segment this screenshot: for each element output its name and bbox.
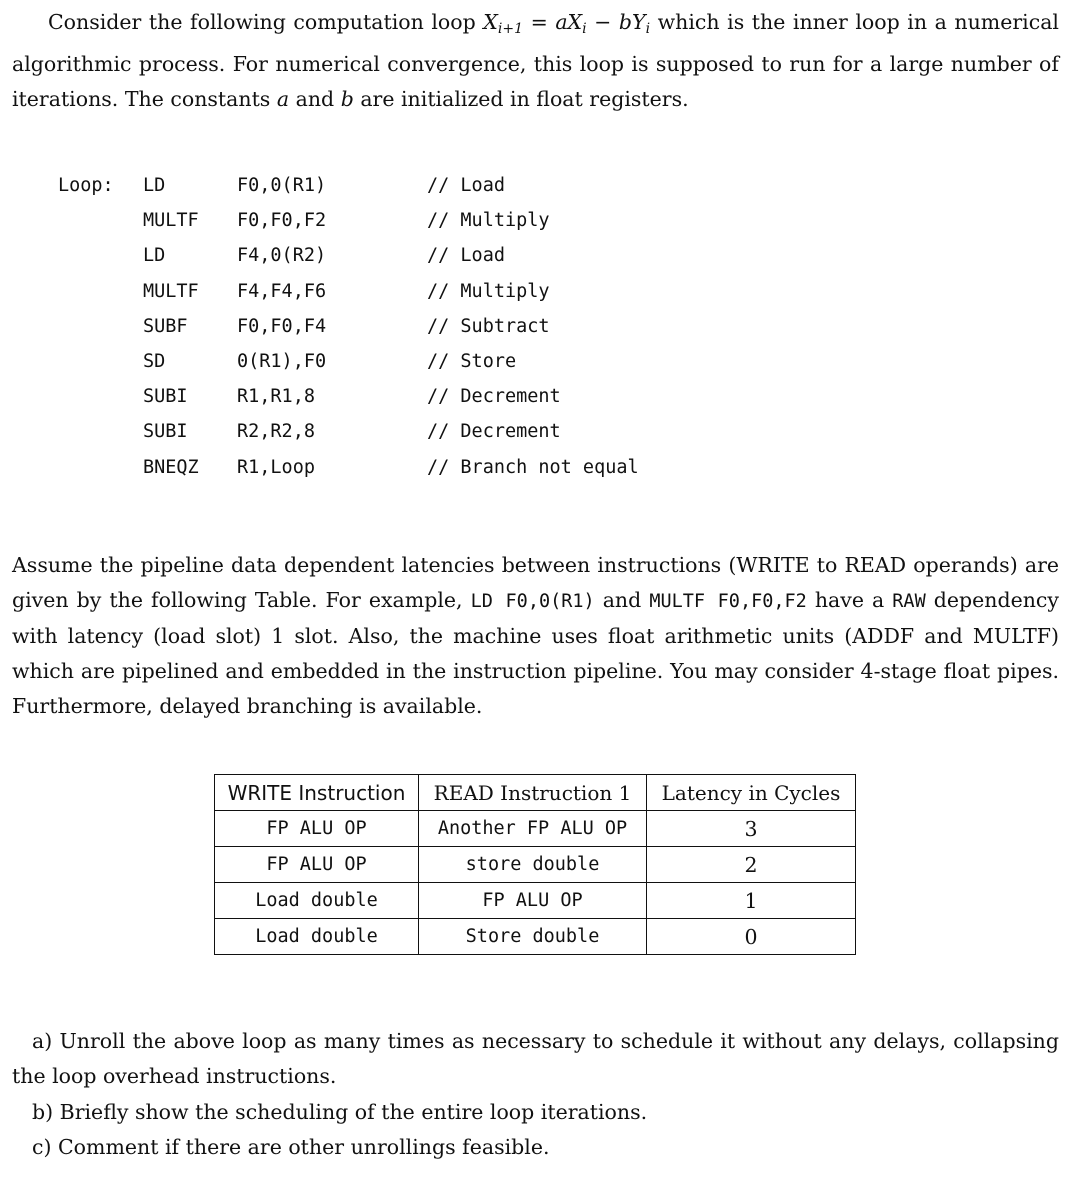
- eq-term-b: $bY_i$: [618, 10, 651, 37]
- table-cell-latency: 1: [647, 883, 856, 919]
- table-cell-write: FP ALU OP: [215, 811, 419, 847]
- code-inline-raw: RAW: [892, 591, 926, 612]
- question-b: b) Briefly show the scheduling of the entire loop iterations.: [32, 1100, 648, 1124]
- code-op: MULTF: [143, 210, 199, 232]
- code-comment: // Load: [427, 245, 505, 267]
- header-write: WRITE Instruction: [215, 775, 419, 811]
- code-args: F0,F0,F4: [237, 315, 327, 337]
- code-comment: // Branch not equal: [427, 456, 639, 478]
- header-latency: Latency in Cycles: [647, 775, 856, 811]
- code-inline-ld: LD F0,0(R1): [470, 591, 595, 612]
- code-comment: // Subtract: [427, 315, 550, 337]
- intro-text-2: which is the inner loop in a numerical algorithmic process. For numerical convergence, this loop is supposed to run for a large number of iterations. The constants: [12, 10, 1059, 111]
- latency-table: [214, 774, 856, 955]
- code-op: SUBF: [143, 315, 188, 337]
- table-cell-latency: 2: [647, 847, 856, 883]
- code-op: SUBI: [143, 421, 188, 443]
- table-cell-write: Load double: [215, 919, 419, 955]
- code-args: F0,F0,F2: [237, 210, 327, 232]
- table-cell-read: Another FP ALU OP: [419, 811, 647, 847]
- loop-label: Loop:: [58, 175, 114, 196]
- code-args: F0,0(R1): [237, 175, 327, 196]
- code-args: 0(R1),F0: [237, 350, 327, 372]
- table-row: [215, 919, 856, 955]
- intro-text: Consider the following computation loop: [48, 10, 484, 34]
- table-cell-latency: 3: [647, 811, 856, 847]
- table-cell-read: store double: [419, 847, 647, 883]
- assumption-text-2: and: [594, 588, 650, 612]
- table-cell-read: Store double: [419, 919, 647, 955]
- assumption-text-3: have a: [806, 588, 893, 612]
- table-cell-write: FP ALU OP: [215, 847, 419, 883]
- table-cell-read: FP ALU OP: [419, 883, 647, 919]
- intro-text-3: and: [289, 87, 341, 111]
- table-cell-write: Load double: [215, 883, 419, 919]
- code-op: LD: [143, 175, 166, 196]
- code-op: SD: [143, 350, 166, 372]
- table-row: [215, 883, 856, 919]
- intro-text-4: are initialized in float registers.: [353, 87, 689, 111]
- code-comment: // Store: [427, 350, 517, 372]
- table-row: [215, 811, 856, 847]
- const-a: a: [276, 87, 290, 111]
- code-args: R1,R1,8: [237, 386, 315, 408]
- code-inline-multf: MULTF F0,F0,F2: [649, 591, 807, 612]
- code-comment: // Decrement: [427, 421, 561, 443]
- intro-paragraph: [12, 5, 1059, 117]
- table-cell-latency: 0: [647, 919, 856, 955]
- assumption-text: Assume the pipeline data dependent latencies between instructions (WRITE to READ operands) are given by the following Table. For example,: [12, 553, 1059, 612]
- code-op: SUBI: [143, 386, 188, 408]
- assumption-text-4: dependency with latency (load slot) 1 slot. Also, the machine uses float arithmetic units (ADDF and MULTF) which are pipelined and embedded in the instruction pipeline. You may consider 4-stage float pipes. Furthermore, delayed branching is available.: [12, 588, 1059, 718]
- code-args: R1,Loop: [237, 456, 315, 478]
- code-comment: // Multiply: [427, 280, 550, 302]
- eq-equals: =: [523, 10, 556, 34]
- code-args: F4,0(R2): [237, 245, 327, 267]
- eq-lhs: $X_{i+1}$: [483, 10, 524, 37]
- code-op: MULTF: [143, 280, 199, 302]
- question-a: a) Unroll the above loop as many times as necessary to schedule it without any delays, collapsing the loop overhead instructions.: [12, 1029, 1059, 1088]
- eq-term-a: $aX_i$: [555, 10, 587, 37]
- code-comment: // Multiply: [427, 210, 550, 232]
- code-args: R2,R2,8: [237, 421, 315, 443]
- assumption-paragraph: [12, 548, 1059, 724]
- code-op: LD: [143, 245, 166, 267]
- code-comment: // Load: [427, 175, 505, 196]
- eq-minus: −: [586, 10, 619, 34]
- header-read: READ Instruction 1: [419, 775, 647, 811]
- table-row: [215, 847, 856, 883]
- code-comment: // Decrement: [427, 386, 561, 408]
- code-op: BNEQZ: [143, 456, 199, 478]
- const-b: b: [340, 87, 354, 111]
- code-args: F4,F4,F6: [237, 280, 327, 302]
- question-c: c) Comment if there are other unrollings feasible.: [32, 1135, 550, 1159]
- table-header-row: [215, 775, 856, 811]
